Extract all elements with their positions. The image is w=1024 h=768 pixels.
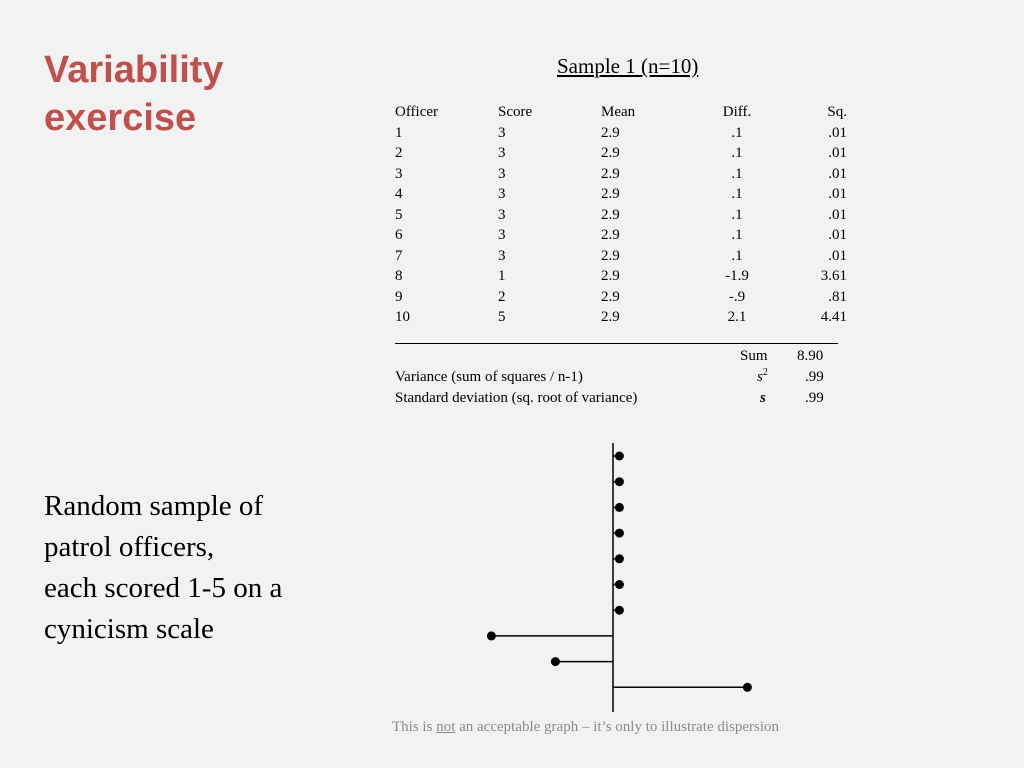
cell-mean: 2.9: [601, 124, 620, 141]
sum-value: 8.90: [797, 348, 824, 364]
cell-officer: 4: [395, 186, 403, 202]
cell-officer: 5: [395, 206, 403, 223]
footer-after: an acceptable graph – it’s only to illustrate dispersion: [455, 719, 780, 735]
sample-title: Sample 1 (n=10): [557, 54, 699, 78]
cell-score: 1: [498, 268, 506, 284]
header-mean: Mean: [601, 104, 636, 120]
description-line-2: patrol officers,: [44, 531, 215, 563]
cell-diff: -1.9: [725, 268, 749, 284]
cell-officer: 1: [395, 124, 403, 141]
title-line-1: Variability: [44, 49, 224, 91]
cell-diff: .1: [731, 145, 743, 161]
cell-sq: 4.41: [820, 309, 847, 325]
cell-officer: 6: [395, 227, 403, 243]
cell-sq: .01: [828, 206, 847, 223]
cell-sq: 3.61: [820, 268, 847, 284]
cell-mean: 2.9: [601, 309, 620, 325]
description-line-3: each scored 1-5 on a: [44, 572, 283, 604]
score-point: [551, 657, 560, 666]
score-point: [743, 683, 752, 692]
cell-sq: .01: [828, 247, 847, 264]
cell-score: 3: [498, 165, 506, 182]
cell-score: 5: [498, 309, 506, 325]
cell-mean: 2.9: [601, 268, 620, 284]
header-sq: Sq.: [827, 104, 847, 120]
score-point: [615, 452, 624, 461]
sd-value: .99: [805, 390, 824, 406]
cell-officer: 9: [395, 288, 403, 305]
cell-score: 3: [498, 145, 506, 161]
sd-label: Standard deviation (sq. root of variance): [395, 390, 638, 406]
score-point: [615, 503, 624, 512]
footer-emphasis: not: [436, 719, 456, 735]
cell-sq: .01: [828, 186, 847, 202]
cell-officer: 2: [395, 145, 403, 161]
cell-officer: 8: [395, 268, 403, 284]
footer-note: [392, 719, 779, 736]
score-point: [487, 631, 496, 640]
cell-officer: 10: [395, 309, 410, 325]
cell-score: 3: [498, 227, 506, 243]
footer-before: This is: [392, 719, 437, 735]
cell-mean: 2.9: [601, 165, 620, 182]
score-point: [615, 580, 624, 589]
sum-label: Sum: [740, 348, 768, 364]
cell-score: 3: [498, 186, 506, 202]
cell-score: 3: [498, 206, 506, 223]
cell-diff: .1: [731, 186, 743, 202]
cell-score: 2: [498, 288, 506, 305]
cell-score: 3: [498, 247, 506, 264]
cell-score: 3: [498, 124, 506, 141]
header-score: Score: [498, 104, 533, 120]
cell-sq: .81: [828, 288, 847, 305]
cell-mean: 2.9: [601, 206, 620, 223]
cell-sq: .01: [828, 145, 847, 161]
description-line-4: cynicism scale: [44, 613, 214, 645]
cell-diff: .1: [731, 165, 743, 182]
cell-sq: .01: [828, 227, 847, 243]
title-line-2: exercise: [44, 97, 197, 139]
cell-diff: .1: [731, 206, 743, 223]
cell-mean: 2.9: [601, 227, 620, 243]
header-officer: Officer: [395, 104, 439, 120]
variance-label: Variance (sum of squares / n-1): [395, 369, 583, 385]
variance-value: .99: [805, 369, 824, 385]
cell-sq: .01: [828, 165, 847, 182]
score-point: [615, 554, 624, 563]
sd-symbol: s: [760, 390, 766, 406]
cell-mean: 2.9: [601, 288, 620, 305]
cell-diff: 2.1: [727, 309, 747, 325]
cell-mean: 2.9: [601, 247, 620, 264]
cell-diff: .1: [731, 247, 743, 264]
cell-sq: .01: [828, 124, 847, 141]
variance-exponent: 2: [762, 367, 768, 378]
variance-symbol-letter: s: [757, 369, 763, 385]
score-point: [615, 606, 624, 615]
description-line-1: Random sample of: [44, 490, 264, 522]
header-diff: Diff.: [722, 104, 752, 120]
cell-officer: 7: [395, 247, 403, 264]
cell-diff: -.9: [728, 288, 746, 305]
score-point: [615, 529, 624, 538]
cell-officer: 3: [395, 165, 403, 182]
cell-mean: 2.9: [601, 145, 620, 161]
cell-diff: .1: [731, 227, 743, 243]
score-point: [615, 477, 624, 486]
cell-diff: .1: [731, 124, 743, 141]
cell-mean: 2.9: [601, 186, 620, 202]
